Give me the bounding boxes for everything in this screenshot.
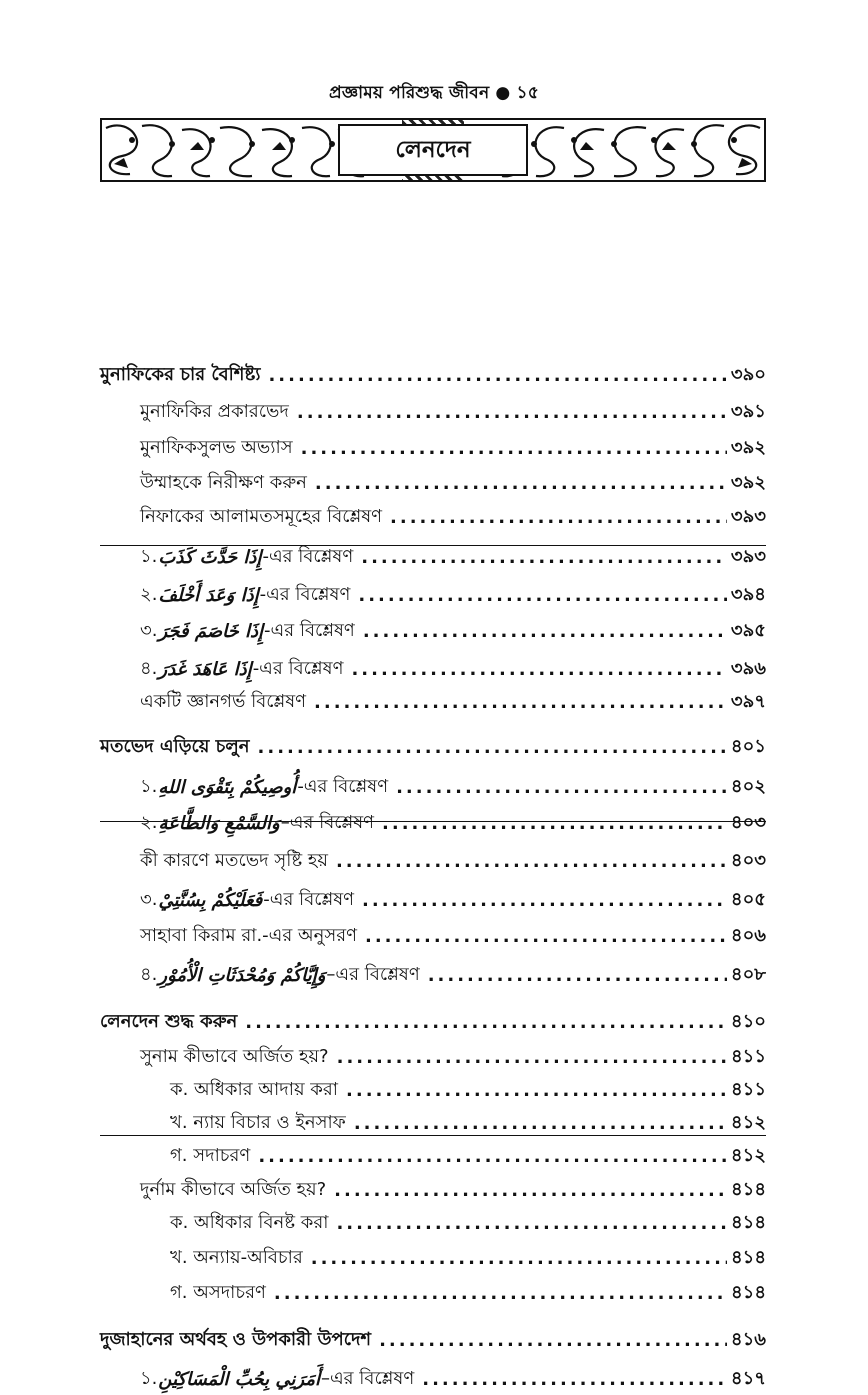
- arabic-phrase: أُوصِيكُمْ بِتَقْوَى اللهِ: [158, 776, 297, 798]
- arabic-phrase: إِذَا حَدَّثَ كَذَبَ: [158, 546, 262, 568]
- toc-entry[interactable]: [140, 654, 766, 684]
- toc-entry[interactable]: [170, 1243, 766, 1273]
- toc-entry[interactable]: [140, 502, 766, 532]
- entry-number: ৩.: [140, 888, 158, 910]
- page-number: ৩৯৫: [730, 619, 766, 641]
- dot-leader: [337, 1047, 727, 1068]
- page-number: ৪১৪: [730, 1246, 766, 1268]
- entry-title: খ. অন্যায়-অবিচার: [170, 1246, 303, 1268]
- entry-suffix: -এর বিশ্লেষণ: [259, 583, 351, 605]
- entry-suffix: -এর বিশ্লেষণ: [264, 619, 355, 641]
- toc-entry[interactable]: [170, 1208, 766, 1238]
- entry-suffix: –এর বিশ্লেষণ: [280, 811, 375, 833]
- toc-entry[interactable]: [170, 1075, 766, 1105]
- arabic-phrase: إِذَا وَعَدَ أَخْلَفَ: [158, 584, 259, 606]
- entry-suffix: -এর বিশ্লেষণ: [263, 888, 355, 910]
- entry-number: ৩.: [140, 619, 158, 641]
- dot-leader: [311, 1248, 727, 1269]
- entry-suffix: –এর বিশ্লেষণ: [326, 963, 420, 985]
- page-number: ৪১২: [730, 1111, 766, 1133]
- page-number: ৪১১: [730, 1078, 766, 1100]
- page-number: ৪০৩: [730, 811, 766, 833]
- dot-leader: [428, 965, 727, 986]
- entry-title: মুনাফিকসুলভ অভ্যাস: [140, 436, 293, 458]
- toc-entry[interactable]: [140, 687, 766, 717]
- entry-title: নিফাকের আলামতসমূহের বিশ্লেষণ: [140, 505, 383, 527]
- toc-entry[interactable]: [170, 1108, 766, 1138]
- page-number: ৩৯৭: [730, 690, 766, 712]
- dot-leader: [245, 1012, 727, 1033]
- dot-leader: [336, 1213, 727, 1234]
- page-number: ৪০৩: [730, 849, 766, 871]
- entry-title: গ. অসদাচরণ: [170, 1281, 266, 1303]
- dot-leader: [362, 890, 727, 911]
- arabic-phrase: إِذَا خَاصَمَ فَجَرَ: [158, 620, 264, 642]
- dot-leader: [314, 692, 727, 713]
- toc-entry[interactable]: [140, 846, 766, 876]
- dot-leader: [258, 737, 727, 758]
- dot-leader: [365, 926, 727, 947]
- dot-leader: [297, 402, 727, 423]
- page-number: ৩৯৪: [730, 583, 766, 605]
- dot-leader: [379, 1330, 727, 1351]
- dot-leader: [396, 777, 727, 798]
- entry-title: কী কারণে মতভেদ সৃষ্টি হয়: [140, 849, 328, 871]
- page-number: ৪১১: [730, 1045, 766, 1067]
- toc-entry[interactable]: [140, 808, 766, 838]
- page-number: ৪১৭: [730, 1367, 766, 1389]
- toc-entry[interactable]: [140, 468, 766, 498]
- toc-entry[interactable]: [140, 960, 766, 990]
- dot-leader: [351, 659, 726, 680]
- entry-title: মুনাফিকের চার বৈশিষ্ট্য: [100, 363, 261, 385]
- page-number: ৩৯২: [730, 436, 766, 458]
- toc-entry[interactable]: [100, 360, 766, 390]
- toc-entry[interactable]: [100, 732, 766, 762]
- entry-title: সুনাম কীভাবে অর্জিত হয়?: [140, 1045, 329, 1067]
- toc-entry[interactable]: [140, 772, 766, 802]
- section-banner: [100, 118, 766, 182]
- dot-leader: [258, 1146, 727, 1167]
- page-number: ৪০৬: [730, 924, 766, 946]
- toc-entry[interactable]: [140, 433, 766, 463]
- page-number: ৩৯৬: [730, 657, 766, 679]
- entry-title: উম্মাহকে নিরীক্ষণ করুন: [140, 471, 307, 493]
- arabic-phrase: فَعَلَيْكُمْ بِسُنَّتِيْ: [158, 889, 263, 911]
- arabic-phrase: وَإِيَّاكُمْ وَمُحْدَثَاتِ الْأُمُوْرِ: [158, 964, 326, 986]
- page-number: ৪১৬: [730, 1328, 766, 1350]
- entry-suffix: –এর বিশ্লেষণ: [320, 1367, 415, 1389]
- dot-leader: [274, 1283, 727, 1304]
- toc-entry[interactable]: [140, 885, 766, 915]
- page-number: ৪০৫: [730, 888, 766, 910]
- entry-number: ২.: [140, 811, 158, 833]
- page-number: ৪০২: [730, 775, 766, 797]
- toc-entry[interactable]: [140, 1364, 766, 1394]
- entry-number: ৪.: [140, 963, 158, 985]
- entry-suffix: -এর বিশ্লেষণ: [262, 545, 354, 567]
- dot-leader: [382, 813, 727, 834]
- toc-entry[interactable]: [140, 542, 766, 572]
- page-number: ৩৯৩: [730, 545, 766, 567]
- entry-suffix: -এর বিশ্লেষণ: [297, 775, 389, 797]
- page-number: ৪০১: [730, 735, 766, 757]
- arabic-phrase: وَالسَّمْعِ وَالطَّاعَةِ: [158, 812, 280, 834]
- toc-entry[interactable]: [140, 616, 766, 646]
- toc-entry[interactable]: [170, 1278, 766, 1308]
- entry-suffix: -এর বিশ্লেষণ: [252, 657, 344, 679]
- page-number: ৪১৪: [730, 1178, 766, 1200]
- page-number: ৩৯০: [730, 363, 766, 385]
- running-head: প্রজ্ঞাময় পরিশুদ্ধ জীবন ● ১৫: [328, 83, 540, 103]
- page-number: ৪১০: [730, 1010, 766, 1032]
- arabic-phrase: إِذَا عَاهَدَ غَدَرَ: [158, 658, 252, 680]
- dot-leader: [390, 507, 727, 528]
- entry-title: গ. সদাচরণ: [170, 1144, 251, 1166]
- entry-title: মুনাফিকির প্রকারভেদ: [140, 400, 289, 422]
- toc-entry[interactable]: [140, 580, 766, 610]
- toc-entry[interactable]: [140, 1175, 766, 1205]
- page-number: ৩৯১: [730, 400, 766, 422]
- entry-title: দুজাহানের অর্থবহ ও উপকারী উপদেশ: [100, 1328, 372, 1350]
- toc-entry[interactable]: [170, 1141, 766, 1171]
- entry-number: ১.: [140, 545, 158, 567]
- page-number: ৪০৮: [730, 963, 766, 985]
- banner-title: লেনদেন: [338, 124, 528, 176]
- entry-title: খ. ন্যায় বিচার ও ইনসাফ: [170, 1111, 346, 1133]
- dot-leader: [301, 438, 727, 459]
- entry-number: ২.: [140, 583, 158, 605]
- page-number: ৪১৪: [730, 1281, 766, 1303]
- entry-title: ক. অধিকার আদায় করা: [170, 1078, 339, 1100]
- entry-title: মতভেদ এড়িয়ে চলুন: [100, 735, 250, 757]
- entry-number: ১.: [140, 1367, 158, 1389]
- toc-entry[interactable]: [100, 1325, 766, 1355]
- dot-leader: [363, 621, 727, 642]
- page-number: ৩৯৩: [730, 505, 766, 527]
- page-number: ৪১২: [730, 1144, 766, 1166]
- dot-leader: [422, 1369, 727, 1390]
- page-number: ৪১৪: [730, 1211, 766, 1233]
- entry-title: লেনদেন শুদ্ধ করুন: [100, 1010, 238, 1032]
- dot-leader: [346, 1080, 727, 1101]
- dot-leader: [268, 365, 726, 386]
- dot-leader: [336, 851, 727, 872]
- dot-leader: [334, 1180, 727, 1201]
- dot-leader: [315, 473, 727, 494]
- page-number: ৩৯২: [730, 471, 766, 493]
- entry-number: ৪.: [140, 657, 158, 679]
- toc-entry[interactable]: [140, 1042, 766, 1072]
- dot-leader: [358, 585, 727, 606]
- entry-title: ক. অধিকার বিনষ্ট করা: [170, 1211, 329, 1233]
- toc-entry[interactable]: [140, 921, 766, 951]
- toc-entry[interactable]: [140, 397, 766, 427]
- entry-number: ১.: [140, 775, 158, 797]
- dot-leader: [354, 1113, 727, 1134]
- arabic-phrase: أَمَرَنِي بِحُبِّ الْمَسَاكِيْنِ: [158, 1368, 320, 1390]
- toc-entry[interactable]: [100, 1007, 766, 1037]
- dot-leader: [361, 547, 727, 568]
- entry-title: দুর্নাম কীভাবে অর্জিত হয়?: [140, 1178, 327, 1200]
- entry-title: একটি জ্ঞানগর্ভ বিশ্লেষণ: [140, 690, 307, 712]
- entry-title: সাহাবা কিরাম রা.-এর অনুসরণ: [140, 924, 357, 946]
